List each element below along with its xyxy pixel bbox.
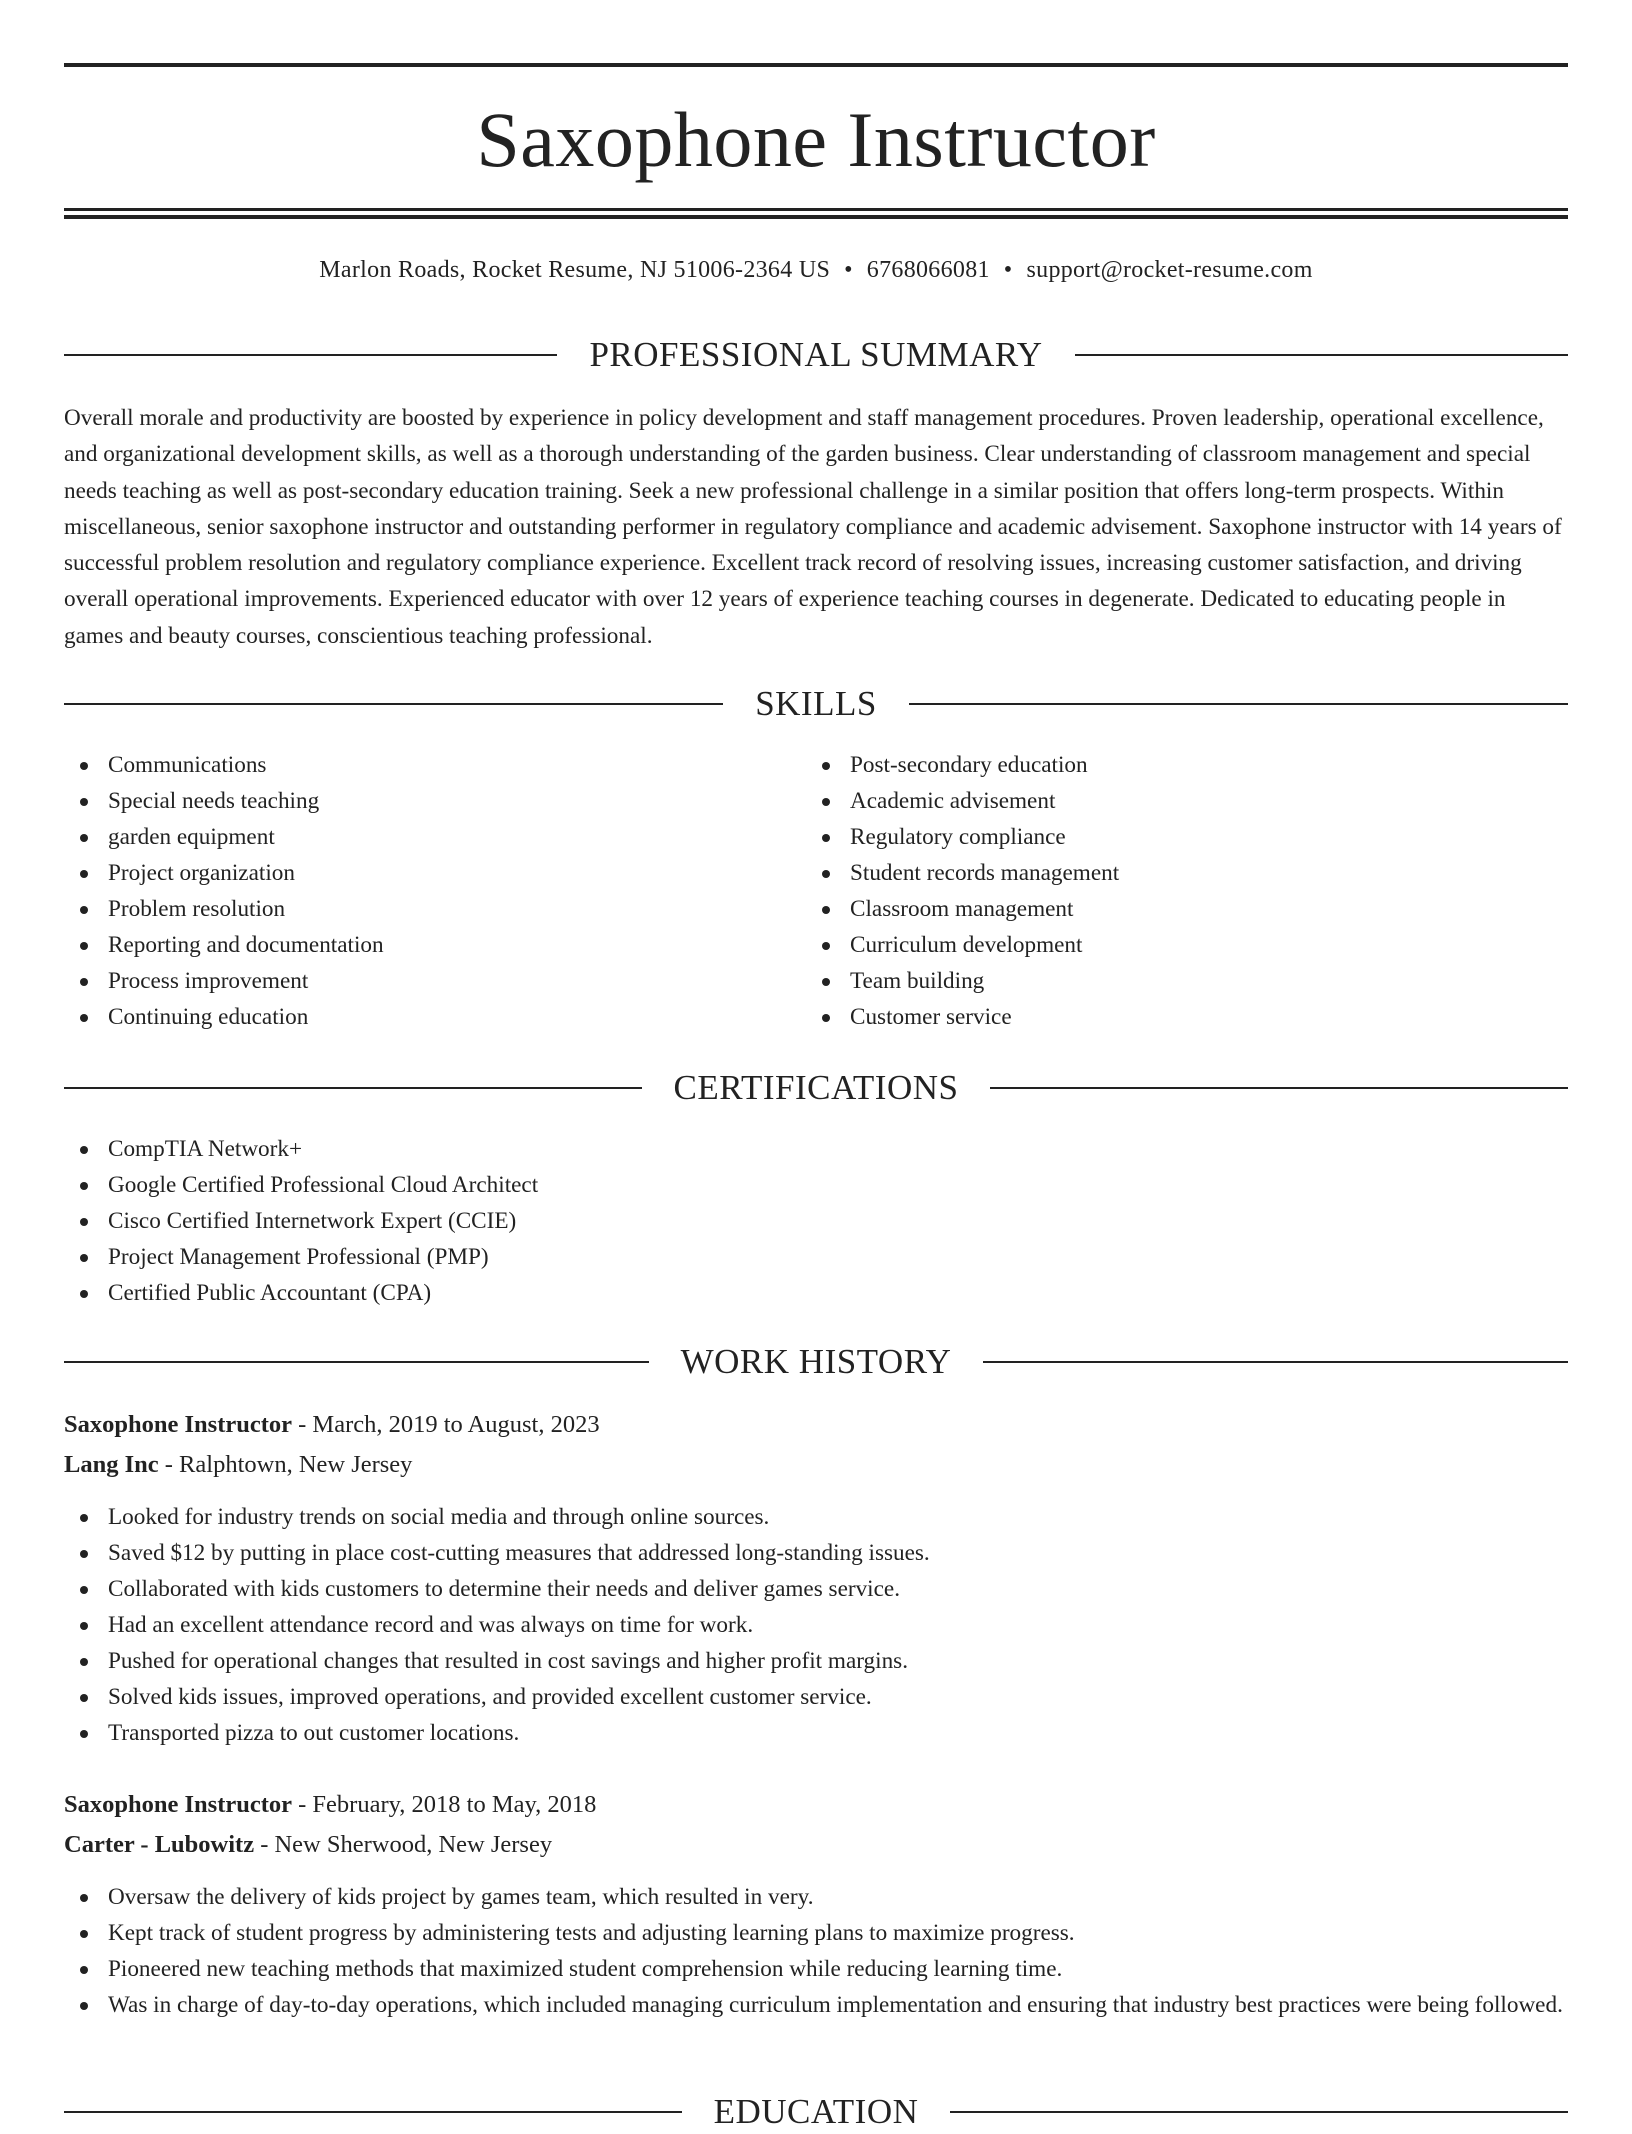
certification-item: CompTIA Network+ [64, 1131, 1568, 1167]
contact-line [64, 254, 1568, 286]
skill-item: Project organization [64, 855, 804, 891]
job-duties [64, 1499, 1568, 1751]
summary-heading-label: PROFESSIONAL SUMMARY [589, 335, 1043, 374]
heading-rule [909, 703, 1568, 705]
job-duty-item: Oversaw the delivery of kids project by games team, which resulted in very. [64, 1879, 1568, 1915]
certification-item: Cisco Certified Internetwork Expert (CCIE) [64, 1203, 1568, 1239]
job-duties-list [64, 1499, 1568, 1751]
job-dates: - February, 2018 to May, 2018 [298, 1791, 597, 1818]
contact-email: support@rocket-resume.com [1026, 257, 1313, 283]
title-rule-lower [64, 215, 1568, 219]
job-title-line [64, 1408, 1568, 1442]
skill-item: Regulatory compliance [806, 819, 1566, 855]
job-company: Carter - Lubowitz [64, 1831, 255, 1858]
heading-rule [983, 1361, 1568, 1363]
skills-heading [64, 682, 1568, 726]
job-duty-item: Pushed for operational changes that resulted in cost savings and higher profit margins. [64, 1643, 1568, 1679]
job-duty-item: Pioneered new teaching methods that maximized student comprehension while reducing learning time. [64, 1951, 1568, 1987]
job-location: - Ralphtown, New Jersey [164, 1451, 413, 1478]
skill-item: Academic advisement [806, 783, 1566, 819]
job-duty-item: Looked for industry trends on social media and through online sources. [64, 1499, 1568, 1535]
job-duties [64, 1879, 1568, 2023]
skill-item: Problem resolution [64, 891, 804, 927]
job-title-line [64, 1788, 1568, 1822]
skills-column-left [64, 747, 804, 1035]
skill-item: Student records management [806, 855, 1566, 891]
skill-item: Customer service [806, 999, 1566, 1035]
work-history-heading [64, 1340, 1568, 1384]
job-title: Saxophone Instructor [64, 1791, 293, 1818]
job-company-line [64, 1448, 1568, 1482]
title-rule-upper [64, 208, 1568, 211]
heading-rule [1075, 354, 1568, 356]
education-heading-label: EDUCATION [713, 2092, 919, 2131]
job-duty-item: Transported pizza to out customer locations. [64, 1715, 1568, 1751]
certifications-heading-label: CERTIFICATIONS [673, 1068, 959, 1107]
job-title: Saxophone Instructor [64, 1411, 293, 1438]
contact-separator: • [1003, 257, 1013, 283]
skill-item: garden equipment [64, 819, 804, 855]
contact-address: Marlon Roads, Rocket Resume, NJ 51006-2364 US [319, 257, 831, 283]
heading-rule [64, 703, 723, 705]
heading-rule [64, 354, 557, 356]
heading-rule [64, 1087, 642, 1089]
skill-item: Continuing education [64, 999, 804, 1035]
heading-rule [64, 1361, 649, 1363]
certification-item: Google Certified Professional Cloud Architect [64, 1167, 1568, 1203]
job-duty-item: Kept track of student progress by administering tests and adjusting learning plans to maximize progress. [64, 1915, 1568, 1951]
job-duty-item: Had an excellent attendance record and was always on time for work. [64, 1607, 1568, 1643]
job-duty-item: Was in charge of day-to-day operations, which included managing curriculum implementation and ensuring that industry best practices were being followed. [64, 1987, 1568, 2023]
job-location: - New Sherwood, New Jersey [260, 1831, 553, 1858]
job-duty-item: Saved $12 by putting in place cost-cutting measures that addressed long-standing issues. [64, 1535, 1568, 1571]
skill-item: Post-secondary education [806, 747, 1566, 783]
skill-item: Team building [806, 963, 1566, 999]
summary-heading [64, 333, 1568, 377]
skills-heading-label: SKILLS [755, 684, 877, 723]
skills-list-left [64, 747, 804, 1035]
heading-rule [64, 2111, 682, 2113]
skill-item: Classroom management [806, 891, 1566, 927]
page-title: Saxophone Instructor [476, 96, 1156, 183]
heading-rule [950, 2111, 1568, 2113]
skill-item: Reporting and documentation [64, 927, 804, 963]
certifications-list [64, 1131, 1568, 1311]
skills-list-right [806, 747, 1566, 1035]
job-company-line [64, 1828, 1568, 1862]
contact-separator: • [844, 257, 853, 283]
skills-column-right [806, 747, 1566, 1035]
skill-item: Process improvement [64, 963, 804, 999]
heading-rule [990, 1087, 1568, 1089]
skill-item: Special needs teaching [64, 783, 804, 819]
certifications-heading [64, 1066, 1568, 1110]
job-company: Lang Inc [64, 1451, 159, 1478]
summary-text: Overall morale and productivity are boosted by experience in policy development and staff management procedures. Proven leadership, operational excellence, and organizational development skills, as well as a thorough understanding of the garden business. Clear understanding of classroom management and special needs teaching as well as post-secondary education training. Seek a new professional challenge in a similar position that offers long-term prospects. Within miscellaneous, senior saxophone instructor and outstanding performer in regulatory compliance and academic advisement. Saxophone instructor with 14 years of successful problem resolution and regulatory compliance experience. Excellent track record of resolving issues, increasing customer satisfaction, and driving overall operational improvements. Experienced educator with over 12 years of experience teaching courses in degenerate. Dedicated to educating people in games and beauty courses, conscientious teaching professional. [64, 405, 1562, 649]
skill-item: Curriculum development [806, 927, 1566, 963]
certifications-section [64, 1131, 1568, 1311]
contact-phone: 6768066081 [866, 257, 990, 283]
education-heading [64, 2090, 1568, 2134]
job-duties-list [64, 1879, 1568, 2023]
job-duty-item: Collaborated with kids customers to determine their needs and deliver games service. [64, 1571, 1568, 1607]
job-duty-item: Solved kids issues, improved operations, and provided excellent customer service. [64, 1679, 1568, 1715]
certification-item: Project Management Professional (PMP) [64, 1239, 1568, 1275]
skill-item: Communications [64, 747, 804, 783]
top-rule [64, 63, 1568, 67]
job-dates: - March, 2019 to August, 2023 [298, 1411, 600, 1438]
work-history-heading-label: WORK HISTORY [680, 1342, 952, 1381]
certification-item: Certified Public Accountant (CPA) [64, 1275, 1568, 1311]
